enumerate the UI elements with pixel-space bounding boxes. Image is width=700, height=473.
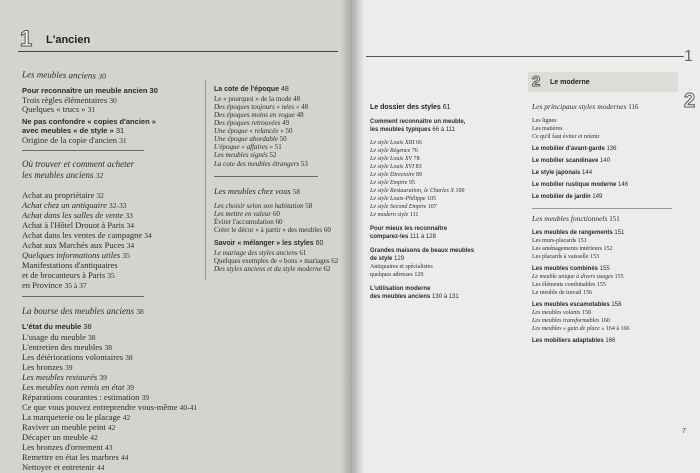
toc-entry: Éviter l'accumulation 60 (214, 218, 283, 226)
toc-entry: Quelques « trucs » 31 (22, 104, 96, 114)
toc-entry-bold: des meubles anciens 130 à 131 (370, 294, 459, 300)
toc-entry-bold: Pour reconnaître un meuble ancien 30 (22, 86, 158, 95)
toc-entry-bold: Les mobiliers adaptables 166 (532, 338, 616, 344)
toc-entry-bold: Les meubles escamotables 158 (532, 302, 622, 308)
section-heading: La bourse des meubles anciens 38 (22, 306, 144, 316)
toc-entry: Le style Louis XIII 66 (370, 140, 422, 146)
toc-entry: Décaper un meuble 42 (22, 432, 98, 442)
toc-entry: Remettre en état les marbres 44 (22, 452, 129, 462)
right-page (352, 0, 700, 473)
toc-entry: Le meuble de travail 156 (532, 290, 592, 296)
toc-entry-bold: avec meubles « de style » 31 (22, 126, 125, 135)
toc-entry: Manifestations d'antiquaires (22, 260, 118, 270)
toc-entry: Les meubles signés 52 (214, 151, 277, 159)
toc-entry: et de brocanteurs à Paris 35 (22, 270, 115, 280)
toc-entry-bold: Savoir « mélanger » les styles 60 (214, 240, 324, 247)
toc-entry: Les meubles restaurés 39 (22, 372, 107, 382)
toc-entry: L'usage du meuble 38 (22, 332, 96, 342)
section-rule (214, 176, 318, 177)
toc-entry-bold: comparez-les 111 à 128 (370, 234, 436, 240)
toc-entry: Réparations courantes : estimation 39 (22, 392, 149, 402)
toc-entry: en Province 35 à 37 (22, 280, 87, 290)
toc-entry: La marqueterie ou le placage 42 (22, 412, 131, 422)
toc-entry: Ce qu'il faut éviter et retenir (532, 134, 600, 140)
toc-entry: Achat dans les salles de vente 33 (22, 210, 133, 220)
book-gutter (340, 0, 364, 473)
toc-entry: Le style Louis XVI 83 (370, 164, 422, 170)
toc-entry-bold: Le mobilier d'avant-garde 136 (532, 146, 617, 152)
toc-entry: Des époques retrouvées 49 (214, 119, 290, 127)
section-heading: Où trouver et comment acheter (22, 159, 135, 169)
toc-entry: Antiquaires et spécialistes (370, 264, 433, 270)
toc-entry: Des styles anciens et du style moderne 62 (214, 265, 331, 273)
section-heading: Les meubles chez vous 58 (214, 186, 300, 196)
section-heading: Les principaux styles modernes 116 (532, 102, 639, 111)
page-number: 7 (682, 428, 686, 435)
toc-entry-bold: Le mobilier rustique moderne 146 (532, 182, 629, 188)
toc-entry: Les bronzes 39 (22, 362, 73, 372)
right-column-2 (352, 0, 700, 473)
toc-entry: Les bronzes d'ornement 43 (22, 442, 113, 452)
toc-entry: Les mettre en valeur 60 (214, 210, 280, 218)
toc-entry: Les éléments combinables 155 (532, 282, 606, 288)
toc-entry: quelques adresses 129 (370, 272, 424, 278)
toc-entry: Trois règles élémentaires 30 (22, 95, 117, 105)
toc-entry: Le style Régence 76 (370, 148, 418, 154)
toc-entry: Les détériorations volontaires 38 (22, 352, 133, 362)
toc-entry: Le style Louis XV 78 (370, 156, 420, 162)
toc-entry: Le style Directoire 89 (370, 172, 423, 178)
toc-entry-bold: Le mobilier de jardin 149 (532, 194, 603, 200)
chapter-title: Le moderne (550, 79, 590, 86)
edge-chapter-number: 2 (684, 90, 696, 112)
toc-entry: Le « pourquoi » de la mode 48 (214, 95, 301, 103)
toc-entry: Les meubles transformables 160 (532, 318, 610, 324)
toc-entry-bold: les meubles typiques 66 à 111 (370, 127, 455, 133)
section-heading: Les meubles anciens 30 (21, 69, 106, 81)
toc-entry-bold: L'utilisation moderne (370, 286, 431, 292)
toc-entry: Le style Restauration, le Charles X 100 (370, 188, 465, 194)
section-rule (532, 208, 672, 209)
toc-entry: Les meubles non remis en état 39 (22, 382, 135, 392)
toc-entry: Nettoyer et entretenir 44 (22, 462, 105, 472)
chapter-number: 2 (532, 73, 541, 90)
edge-number: 1 (684, 48, 693, 65)
toc-entry: Une époque abordable 50 (214, 135, 287, 143)
toc-entry: Le style Second Empire 107 (370, 204, 437, 210)
toc-entry: Origine de la copie d'ancien 31 (22, 135, 127, 145)
toc-entry-bold: Pour mieux les reconnaître (370, 226, 448, 232)
toc-entry: Quelques informations utiles 35 (22, 250, 130, 260)
toc-entry-bold: Le style japonais 144 (532, 170, 593, 176)
section-heading: Les meubles fonctionnels 151 (532, 214, 620, 223)
toc-entry: Le meuble unique à divers usages 155 (532, 274, 624, 280)
toc-entry: Le mariage des styles anciens 61 (214, 249, 307, 257)
toc-entry: Achat à l'Hôtel Drouot à Paris 34 (22, 220, 134, 230)
toc-entry: Les matières (532, 126, 563, 132)
toc-entry: Des époques moins en vogue 48 (214, 111, 304, 119)
toc-entry-bold: Le mobilier scandinave 140 (532, 158, 611, 164)
toc-entry: Créer le décor « à partir » des meubles 60 (214, 226, 331, 234)
toc-entry: Une époque « relancée » 50 (214, 127, 293, 135)
toc-entry: Le modern style 111 (370, 212, 419, 218)
toc-entry-bold: L'état du meuble 38 (22, 322, 92, 331)
toc-entry: Raviver un meuble peint 42 (22, 422, 116, 432)
toc-entry: Le style Empire 95 (370, 180, 415, 186)
toc-entry: L'époque « affaires » 51 (214, 143, 282, 151)
toc-entry: Les lignes (532, 118, 557, 124)
toc-entry-bold: Les meubles combinés 155 (532, 266, 610, 272)
toc-entry: Les meubles « gain de place » 164 à 166 (532, 326, 630, 332)
toc-entry-bold: de style 129 (370, 256, 405, 262)
toc-entry: L'entretien des meubles 38 (22, 342, 112, 352)
toc-entry: Les choisir selon son habitation 58 (214, 202, 313, 210)
toc-entry: Achat dans les ventes de campagne 34 (22, 230, 152, 240)
toc-entry-bold: Ne pas confondre « copies d'ancien » (22, 117, 156, 126)
toc-entry: La cote des meubles étrangers 53 (214, 160, 308, 168)
toc-entry: Achat au propriétaire 32 (22, 190, 104, 200)
toc-entry: Les placards à vaisselle 153 (532, 254, 599, 260)
toc-entry-bold: Comment reconnaître un meuble, (370, 119, 466, 125)
toc-entry: Achat aux Marchés aux Puces 34 (22, 240, 135, 250)
toc-entry-bold: Grandes maisons de beaux meubles (370, 248, 475, 254)
toc-entry: Les meubles volants 158 (532, 310, 591, 316)
toc-entry: Les aménagements intérieurs 152 (532, 246, 613, 252)
toc-entry-bold: Les meubles de rangements 151 (532, 230, 625, 236)
toc-entry: Achat chez un antiquaire 32-33 (22, 200, 127, 210)
toc-entry: Les murs-placards 151 (532, 238, 587, 244)
toc-entry: Des époques toujours « nées » 48 (214, 103, 309, 111)
section-heading: les meubles anciens 32 (22, 170, 104, 180)
toc-entry-bold: La cote de l'époque 48 (214, 86, 289, 93)
chapter-number: 1 (20, 26, 33, 51)
chapter-title: L'ancien (46, 34, 91, 46)
toc-entry: Quelques exemples de « bons » mariages 62 (214, 257, 339, 265)
toc-entry: Le style Louis-Philippe 105 (370, 196, 437, 202)
toc-entry: Ce que vous pouvez entreprendre vous-même 40-41 (22, 402, 198, 412)
section-heading: Le dossier des styles 61 (370, 104, 451, 111)
